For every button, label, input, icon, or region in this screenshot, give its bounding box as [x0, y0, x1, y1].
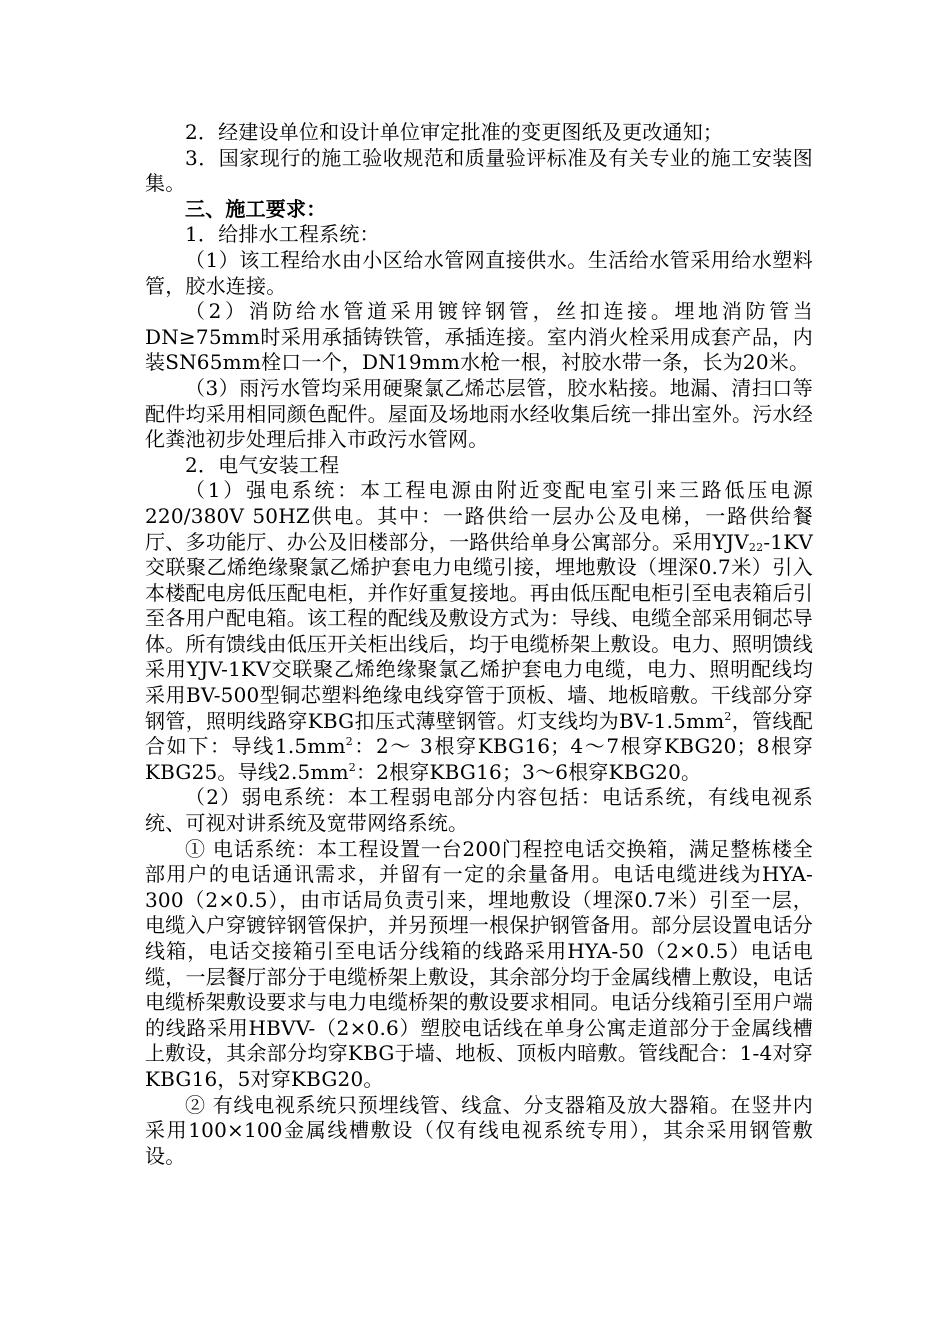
- paragraph: 2．经建设单位和设计单位审定批准的变更图纸及更改通知；: [185, 120, 724, 144]
- text-run: -1KV交联聚乙烯绝缘聚氯乙烯护套电力电缆引接，埋地敷设（埋深0.7米）引入本楼配电房低压配电柜，并作好重复接地。再由低压配电柜引至电表箱后引至各用户配电箱。该工程的配线及敷设方式为：导线、电缆全部采用铜芯导体。所有馈线由低压开关柜出线后，均于电缆桥架上敷设。电力、照明馈线采用YJV-1KV交联聚乙烯绝缘聚氯乙烯护套电力电缆，电力、照明配线均采用BV-500型铜芯塑料绝缘电线穿管于顶板、墙、地板暗敷。干线部分穿钢管，照明线路穿KBG扣压式薄壁钢管。灯支线均为BV-1.5mm: [145, 529, 813, 733]
- paragraph: 3．国家现行的施工验收规范和质量验评标准及有关专业的施工安装图集。: [145, 145, 813, 196]
- paragraph: [145, 478, 813, 785]
- document-page: [145, 120, 813, 1169]
- superscript: 2: [348, 760, 356, 774]
- text-run: （1）强电系统：本工程电源由附近变配电室引来三路低压电源220/380V 50HZ供电。其中：一路供给一层办公及电梯，一路供给餐厅、多功能厅、办公及旧楼部分，一路供给单身公寓部分。采用: [145, 478, 813, 554]
- text-run: YJV: [712, 529, 749, 554]
- superscript: 2: [345, 735, 353, 749]
- subscript: 22: [748, 540, 764, 554]
- paragraph: （2）弱电系统：本工程弱电部分内容包括：电话系统，有线电视系统、可视对讲系统及宽带网络系统。: [145, 785, 813, 836]
- paragraph: ① 电话系统：本工程设置一台200门程控电话交换箱，满足整栋楼全部用户的电话通讯需求，并留有一定的余量备用。电话电缆进线为HYA-300（2×0.5），由市话局负责引来，埋地敷设（埋深0.7米）引至一层，电缆入户穿镀锌钢管保护，并另预埋一根保护钢管备用。部分层设置电话分线箱，电话交接箱引至电话分线箱的线路采用HYA-50（2×0.5）电话电缆，一层餐厅部分于电缆桥架上敷设，其余部分均于金属线槽上敷设，电话电缆桥架敷设要求与电力电缆桥架的敷设要求相同。电话分线箱引至用户端的线路采用HBVV-（2×0.6）塑胶电话线在单身公寓走道部分于金属线槽上敷设，其余部分均穿KBG于墙、地板、顶板内暗敷。管线配合：1-4对穿KBG16，5对穿KBG20。: [145, 836, 813, 1091]
- superscript: 2: [724, 709, 732, 723]
- subsection-heading: 2．电气安装工程: [185, 452, 340, 477]
- section-heading: 三、施工要求：: [185, 196, 327, 221]
- paragraph: ② 有线电视系统只预埋线管、线盒、分支器箱及放大器箱。在竖井内采用100×100金属线槽敷设（仅有线电视系统专用），其余采用钢管敷设。: [145, 1092, 813, 1168]
- paragraph: （2）消防给水管道采用镀锌钢管，丝扣连接。埋地消防管当DN≥75mm时采用承插铸铁管，承插连接。室内消火栓采用成套产品，内装SN65mm栓口一个，DN19mm水枪一根，衬胶水带一条，长为20米。: [145, 299, 813, 375]
- text-run: ：2～ 3根穿KBG16；4～7根穿KBG20；8根穿KBG25。导线2.5mm: [145, 734, 813, 784]
- text-run: ，管线配合如下：导线1.5mm: [145, 708, 813, 759]
- text-run: ：2根穿KBG16；3～6根穿KBG20。: [355, 759, 702, 784]
- subsection-heading: 1．给排水工程系统：: [185, 222, 380, 247]
- paragraph: （3）雨污水管均采用硬聚氯乙烯芯层管，胶水粘接。地漏、清扫口等配件均采用相同颜色配件。屋面及场地雨水经收集后统一排出室外。污水经化粪池初步处理后排入市政污水管网。: [145, 375, 813, 452]
- paragraph: （1）该工程给水由小区给水管网直接供水。生活给水管采用给水塑料管，胶水连接。: [145, 247, 813, 298]
